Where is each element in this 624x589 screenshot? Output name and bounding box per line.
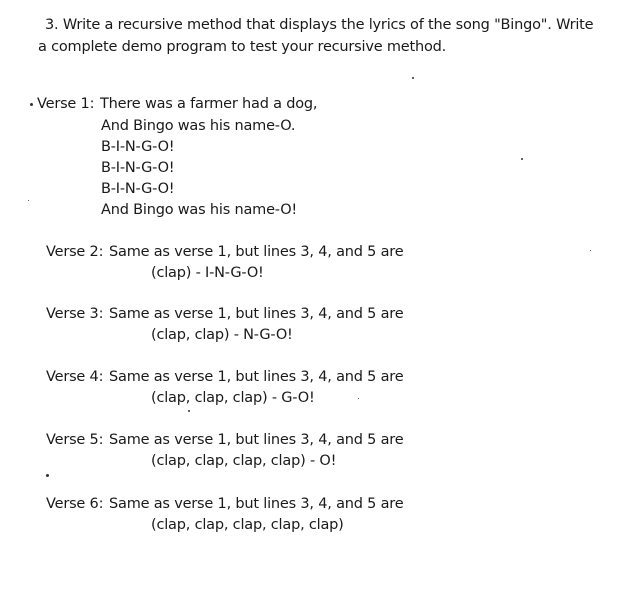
verse-1-label: Verse 1: <box>37 96 95 112</box>
verse-1-line-4: B-I-N-G-O! <box>101 160 175 176</box>
question-line-1: 3. Write a recursive method that displays the lyrics of the song "Bingo". Write <box>45 17 594 33</box>
verse-4-line-1: Same as verse 1, but lines 3, 4, and 5 are <box>109 369 404 385</box>
scan-speck <box>521 158 523 160</box>
verse-1-line-3: B-I-N-G-O! <box>101 139 175 155</box>
verse-2-label: Verse 2: <box>46 244 104 260</box>
verse-3-label: Verse 3: <box>46 306 104 322</box>
verse-6-label: Verse 6: <box>46 496 104 512</box>
scan-speck <box>188 410 190 412</box>
verse-1-line-5: B-I-N-G-O! <box>101 181 175 197</box>
verse-2-line-1: Same as verse 1, but lines 3, 4, and 5 are <box>109 244 404 260</box>
verse-1-line-6: And Bingo was his name-O! <box>101 202 298 218</box>
verse-2-line-2: (clap) - I-N-G-O! <box>151 265 264 281</box>
question-line-2: a complete demo program to test your recursive method. <box>38 39 447 55</box>
verse-3-line-1: Same as verse 1, but lines 3, 4, and 5 are <box>109 306 404 322</box>
verse-4-line-2: (clap, clap, clap) - G-O! <box>151 390 315 406</box>
verse-1-line-1: There was a farmer had a dog, <box>100 96 318 112</box>
scan-speck <box>28 200 29 201</box>
verse-4-label: Verse 4: <box>46 369 104 385</box>
scan-speck <box>46 474 49 477</box>
verse-5-line-2: (clap, clap, clap, clap) - O! <box>151 453 337 469</box>
verse-5-line-1: Same as verse 1, but lines 3, 4, and 5 are <box>109 432 404 448</box>
bullet-dot <box>30 103 33 106</box>
verse-5-label: Verse 5: <box>46 432 104 448</box>
scan-speck <box>358 398 359 399</box>
scan-speck <box>590 250 591 251</box>
verse-6-line-2: (clap, clap, clap, clap, clap) <box>151 517 344 533</box>
scan-speck <box>412 77 414 79</box>
verse-3-line-2: (clap, clap) - N-G-O! <box>151 327 293 343</box>
verse-6-line-1: Same as verse 1, but lines 3, 4, and 5 are <box>109 496 404 512</box>
verse-1-line-2: And Bingo was his name-O. <box>101 118 296 134</box>
